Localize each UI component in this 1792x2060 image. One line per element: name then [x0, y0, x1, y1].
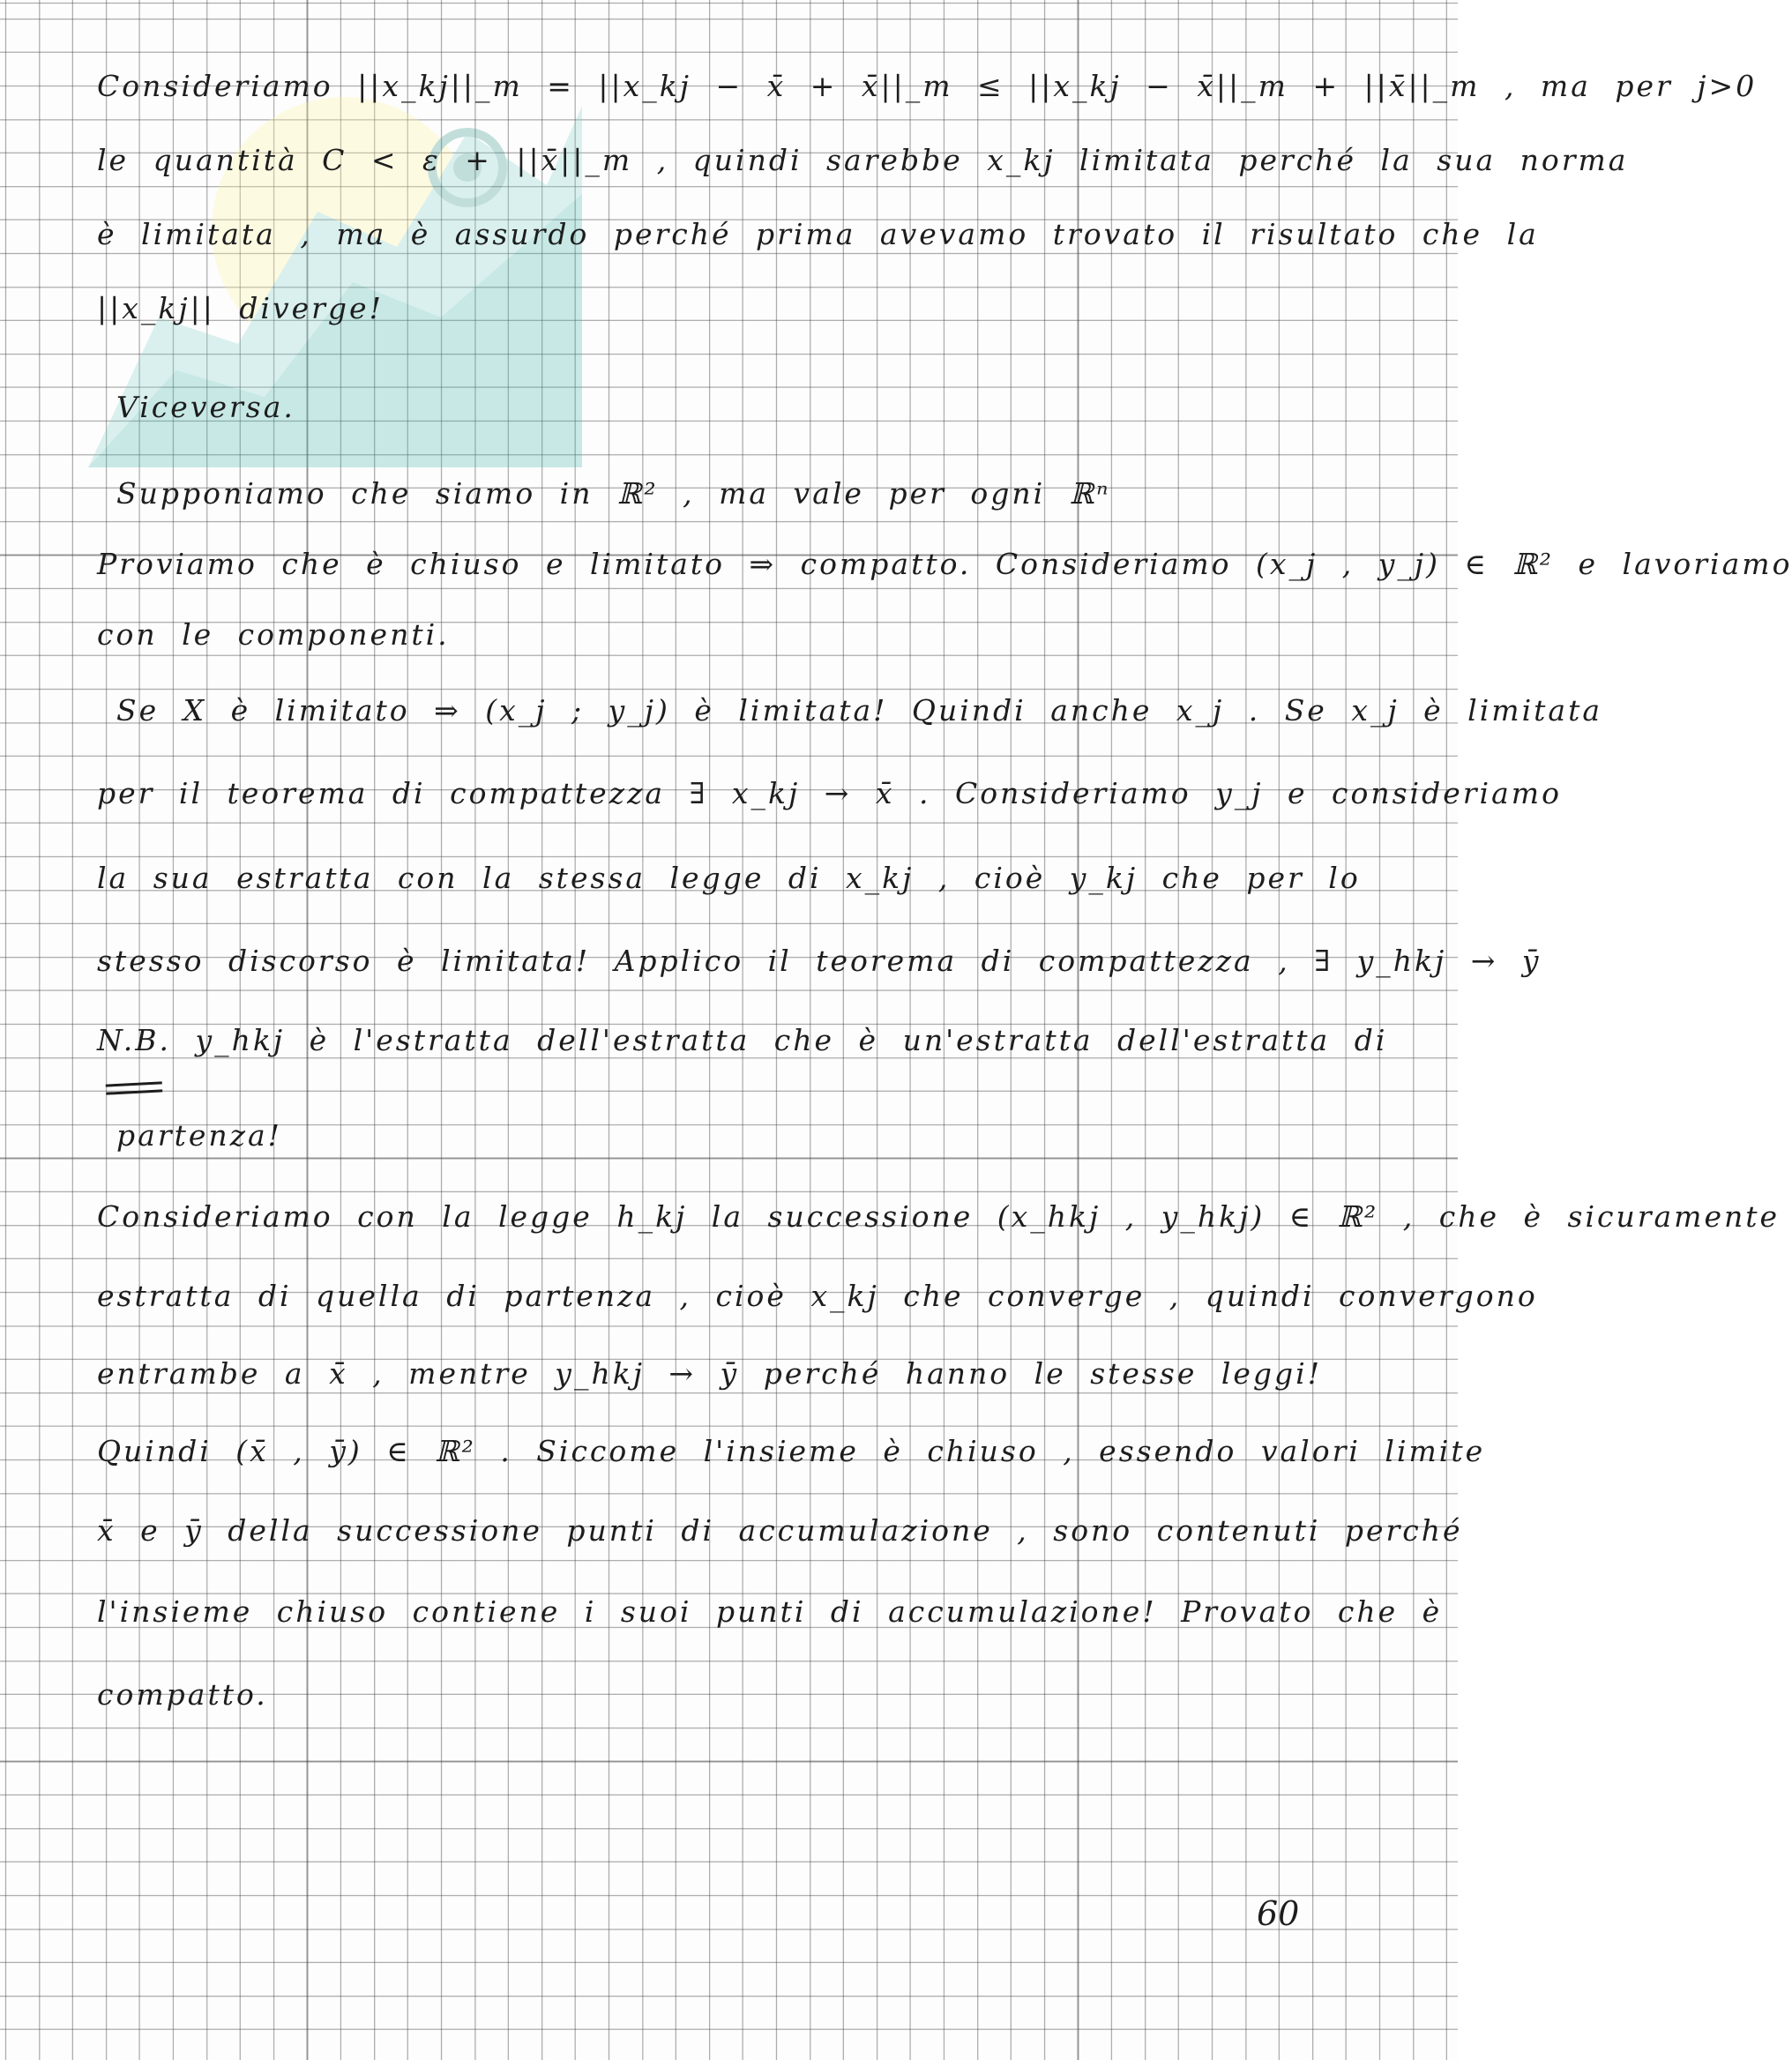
note-line-18: Quindi (x̄ , ȳ) ∈ ℝ² . Siccome l'insieme è chiuso , essendo valori limite — [97, 1434, 1486, 1468]
note-line-17: entrambe a x̄ , mentre y_hkj → ȳ perché hanno le stesse leggi! — [97, 1356, 1323, 1391]
note-line-8: con le componenti. — [97, 617, 450, 652]
note-line-21: compatto. — [97, 1677, 268, 1712]
note-line-3: è limitata , ma è assurdo perché prima avevamo trovato il risultato che la — [97, 217, 1539, 251]
note-line-5: Viceversa. — [116, 390, 295, 424]
note-line-2: le quantità C < ε + ||x̄||_m , quindi sarebbe x_kj limitata perché la sua norma — [97, 143, 1629, 177]
note-line-15: Consideriamo con la legge h_kj la successione (x_hkj , y_hkj) ∈ ℝ² , che è sicuramente — [97, 1199, 1781, 1234]
note-line-7: Proviamo che è chiuso e limitato ⇒ compatto. Consideriamo (x_j , y_j) ∈ ℝ² e lavoriamo — [97, 547, 1792, 581]
note-line-4: ||x_kj|| diverge! — [97, 291, 384, 325]
note-line-10: per il teorema di compattezza ∃ x_kj → x̄ . Consideriamo y_j e consideriamo — [97, 776, 1562, 810]
note-line-19: x̄ e ȳ della successione punti di accumulazione , sono contenuti perché — [97, 1513, 1463, 1548]
note-line-14: partenza! — [116, 1118, 282, 1153]
note-line-12: stesso discorso è limitata! Applico il teorema di compattezza , ∃ y_hkj → ȳ — [97, 944, 1542, 978]
note-line-13: N.B. y_hkj è l'estratta dell'estratta che è un'estratta dell'estratta di — [97, 1023, 1388, 1057]
note-line-16: estratta di quella di partenza , cioè x_kj che converge , quindi convergono — [97, 1279, 1538, 1313]
note-line-9: Se X è limitato ⇒ (x_j ; y_j) è limitata! Quindi anche x_j . Se x_j è limitata — [116, 693, 1603, 728]
note-line-20: l'insieme chiuso contiene i suoi punti di accumulazione! Provato che è — [97, 1594, 1443, 1629]
page-number: 60 — [1257, 1894, 1300, 1933]
note-line-6: Supponiamo che siamo in ℝ² , ma vale per ogni ℝⁿ — [116, 476, 1111, 511]
note-line-11: la sua estratta con la stessa legge di x_kj , cioè y_kj che per lo — [97, 861, 1361, 895]
note-line-1: Consideriamo ||x_kj||_m = ||x_kj − x̄ + x̄||_m ≤ ||x_kj − x̄||_m + ||x̄||_m , ma per j>0 — [97, 69, 1758, 103]
double-underline-mark — [106, 1081, 163, 1094]
